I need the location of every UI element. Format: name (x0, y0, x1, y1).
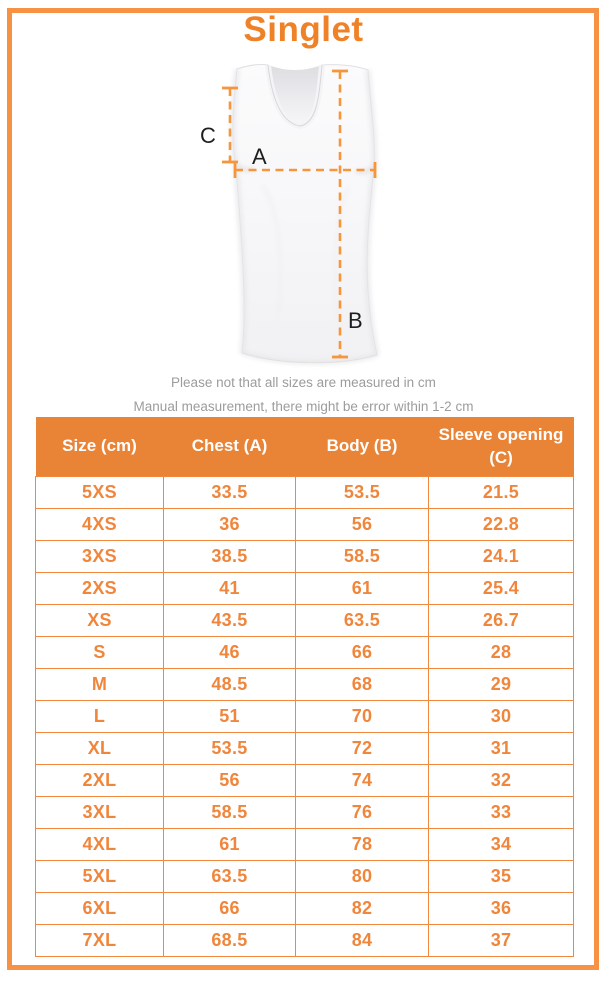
size-label-cell: XS (36, 605, 164, 637)
size-label-cell: 7XL (36, 925, 164, 957)
measurement-cell: 53.5 (296, 477, 429, 509)
measurement-cell: 38.5 (164, 541, 296, 573)
measurement-cell: 76 (296, 797, 429, 829)
measure-label-sleeve-opening: C (200, 123, 216, 148)
table-row (36, 477, 574, 509)
measurement-cell: 26.7 (429, 605, 574, 637)
table-row (36, 797, 574, 829)
note-line-2: Manual measurement, there might be error within 1-2 cm (133, 399, 474, 414)
measurement-cell: 58.5 (164, 797, 296, 829)
size-label-cell: M (36, 669, 164, 701)
measurement-cell: 33 (429, 797, 574, 829)
column-header-3: Sleeve opening (C) (429, 417, 574, 477)
measurement-cell: 28 (429, 637, 574, 669)
size-label-cell: 2XS (36, 573, 164, 605)
garment-diagram (190, 55, 420, 375)
note-line-1: Please not that all sizes are measured in cm (171, 375, 436, 390)
measurement-cell: 51 (164, 701, 296, 733)
measurement-cell: 24.1 (429, 541, 574, 573)
measurement-cell: 21.5 (429, 477, 574, 509)
measurement-cell: 46 (164, 637, 296, 669)
table-row (36, 509, 574, 541)
table-row (36, 765, 574, 797)
measurement-cell: 34 (429, 829, 574, 861)
size-label-cell: 3XL (36, 797, 164, 829)
table-row (36, 541, 574, 573)
singlet-illustration (190, 55, 420, 375)
page-title: Singlet (243, 10, 364, 49)
size-label-cell: 5XS (36, 477, 164, 509)
measurement-cell: 32 (429, 765, 574, 797)
size-label-cell: 5XL (36, 861, 164, 893)
measurement-cell: 29 (429, 669, 574, 701)
column-header-2: Body (B) (296, 417, 429, 477)
measurement-cell: 82 (296, 893, 429, 925)
table-row (36, 573, 574, 605)
size-label-cell: 6XL (36, 893, 164, 925)
measurement-cell: 80 (296, 861, 429, 893)
measurement-cell: 68.5 (164, 925, 296, 957)
size-table-header (36, 417, 574, 477)
measurement-cell: 53.5 (164, 733, 296, 765)
size-table-body (36, 477, 574, 957)
measurement-cell: 70 (296, 701, 429, 733)
measurement-cell: 58.5 (296, 541, 429, 573)
table-row (36, 637, 574, 669)
measurement-cell: 41 (164, 573, 296, 605)
measure-label-body: B (348, 308, 363, 333)
measurement-cell: 56 (164, 765, 296, 797)
table-row (36, 893, 574, 925)
size-label-cell: 4XS (36, 509, 164, 541)
measurement-cell: 66 (164, 893, 296, 925)
measurement-cell: 61 (296, 573, 429, 605)
measurement-cell: 66 (296, 637, 429, 669)
measurement-cell: 72 (296, 733, 429, 765)
size-label-cell: 4XL (36, 829, 164, 861)
table-row (36, 669, 574, 701)
measurement-cell: 22.8 (429, 509, 574, 541)
measurement-cell: 74 (296, 765, 429, 797)
measurement-cell: 31 (429, 733, 574, 765)
size-table (35, 417, 574, 957)
table-row (36, 925, 574, 957)
measurement-cell: 78 (296, 829, 429, 861)
measurement-cell: 43.5 (164, 605, 296, 637)
measurement-cell: 68 (296, 669, 429, 701)
table-row (36, 701, 574, 733)
measurement-cell: 63.5 (296, 605, 429, 637)
measurement-cell: 25.4 (429, 573, 574, 605)
size-label-cell: XL (36, 733, 164, 765)
table-row (36, 829, 574, 861)
size-label-cell: 3XS (36, 541, 164, 573)
header-row (36, 417, 574, 477)
measurement-cell: 63.5 (164, 861, 296, 893)
size-label-cell: S (36, 637, 164, 669)
measurement-notes (0, 371, 607, 419)
measurement-cell: 33.5 (164, 477, 296, 509)
measure-label-chest: A (252, 144, 267, 169)
size-label-cell: L (36, 701, 164, 733)
column-header-0: Size (cm) (36, 417, 164, 477)
measurement-cell: 35 (429, 861, 574, 893)
table-row (36, 861, 574, 893)
measurement-cell: 37 (429, 925, 574, 957)
measurement-cell: 36 (164, 509, 296, 541)
measurement-cell: 84 (296, 925, 429, 957)
column-header-1: Chest (A) (164, 417, 296, 477)
measurement-cell: 48.5 (164, 669, 296, 701)
measurement-cell: 61 (164, 829, 296, 861)
table-row (36, 605, 574, 637)
table-row (36, 733, 574, 765)
size-label-cell: 2XL (36, 765, 164, 797)
measurement-cell: 30 (429, 701, 574, 733)
measurement-cell: 56 (296, 509, 429, 541)
measurement-cell: 36 (429, 893, 574, 925)
